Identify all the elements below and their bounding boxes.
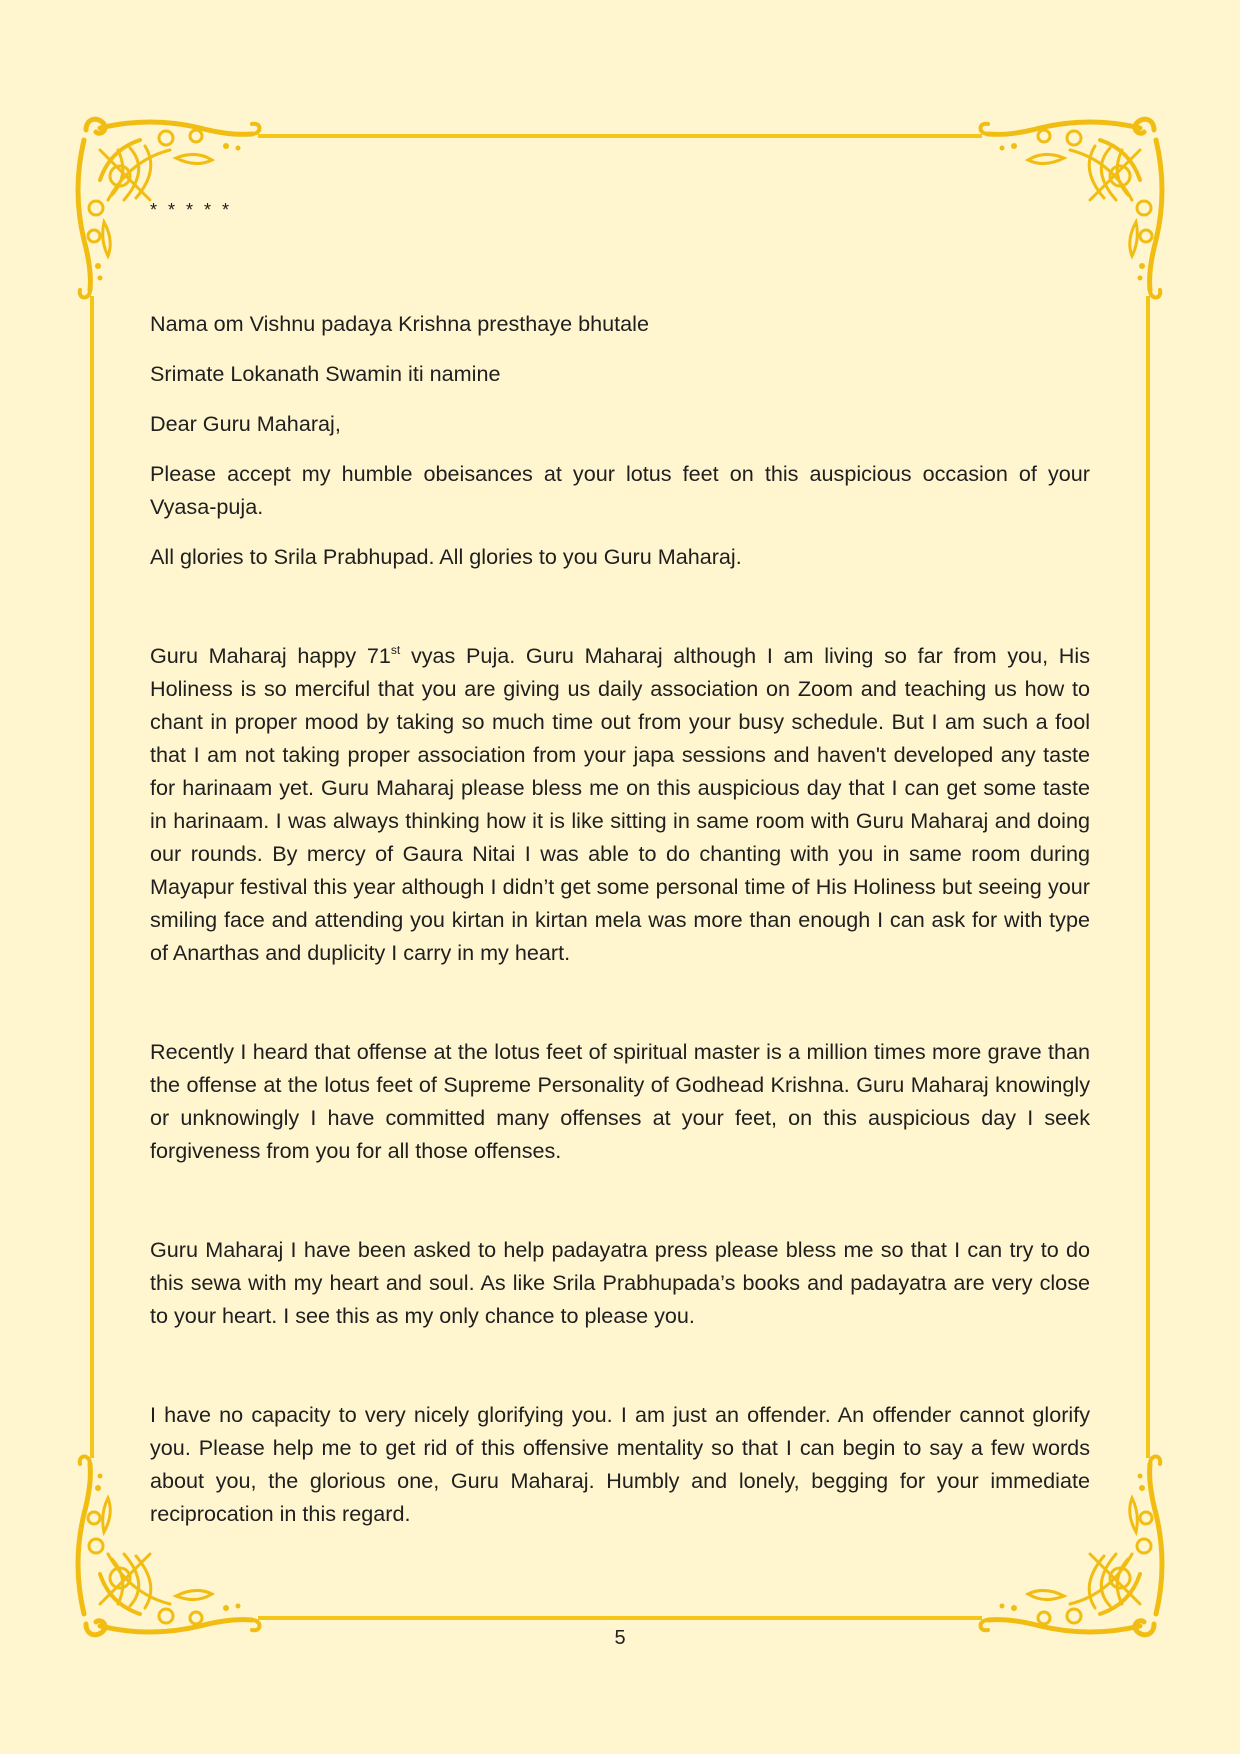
body-paragraph-3: Guru Maharaj I have been asked to help padayatra press please bless me so that I can try to do this sewa with my heart and soul. As like Srila Prabhupada’s books and padayatra are very close to your heart. I see this as my only chance to please you. [150,1237,1090,1328]
paragraph-1-rest: vyas Puja. Guru Maharaj although I am living so far from you, His Holiness is so merciful that you are giving us daily association on Zoom and teaching us how to chant in proper mood by taking so much time out from your busy schedule. But I am such a fool that I am not taking proper association from your japa sessions and haven't developed any taste for harinaam yet. Guru Maharaj please bless me on this auspicious day that I can get some taste in harinaam. I was always thinking how it is like sitting in same room with Guru Maharaj and doing our rounds. By mercy of Gaura Nitai I was able to do chanting with you in same room during Mayapur festival this year although I didn’t get some personal time of His Holiness but seeing your smiling face and attending you kirtan in kirtan mela was more than enough I can ask for with type of Anarthas and duplicity I carry in my heart. [150,643,1091,965]
invocation-line-1: Nama om Vishnu padaya Krishna presthaye bhutale [150,311,649,336]
page-number: 5 [614,1627,626,1649]
glories-line: All glories to Srila Prabhupad. All glories to you Guru Maharaj. [150,544,742,569]
paragraph-1-lead: Guru Maharaj happy 71 [150,643,391,668]
ordinal-suffix: st [390,643,401,657]
obeisances-paragraph: Please accept my humble obeisances at your lotus feet on this auspicious occasion of your Vyasa-puja. [150,461,1090,519]
body-paragraph-1 [150,639,1090,969]
section-separator: * * * * * [150,200,233,220]
letter-body [150,200,1090,1530]
body-paragraph-4: I have no capacity to very nicely glorifying you. I am just an offender. An offender cannot glorify you. Please help me to get rid of this offensive mentality so that I can begin to say a few words about you, the glorious one, Guru Maharaj. Humbly and lonely, begging for your immediate reciprocation in this regard. [150,1402,1090,1526]
invocation-line-2: Srimate Lokanath Swamin iti namine [150,361,501,386]
body-paragraph-2: Recently I heard that offense at the lotus feet of spiritual master is a million times more grave than the offense at the lotus feet of Supreme Personality of Godhead Krishna. Guru Maharaj knowingly or unknowingly I have committed many offenses at your feet, on this auspicious day I seek forgiveness from you for all those offenses. [150,1039,1090,1163]
salutation: Dear Guru Maharaj, [150,411,341,436]
